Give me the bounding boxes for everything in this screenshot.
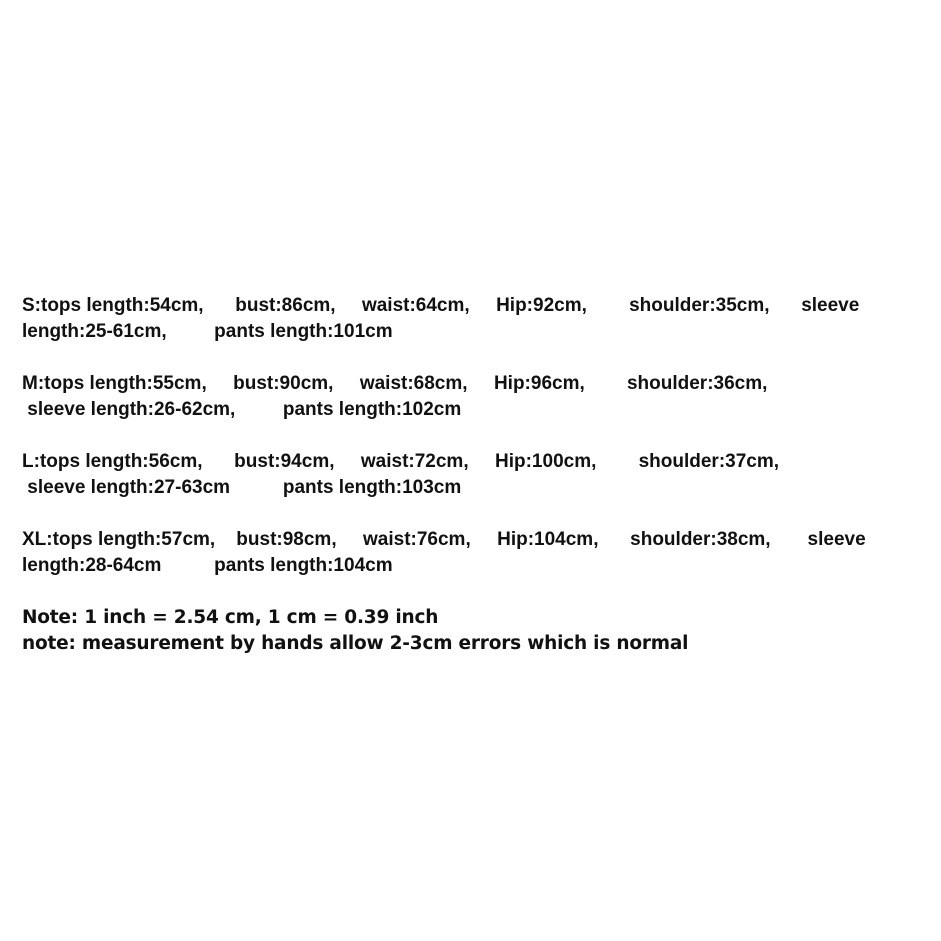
size-s-line-2: length:25-61cm, pants length:101cm bbox=[22, 321, 393, 342]
size-m-line-2: sleeve length:26-62cm, pants length:102cm bbox=[22, 399, 462, 420]
size-xl-line-1: XL:tops length:57cm, bust:98cm, waist:76cm, Hip:104cm, shoulder:38cm, sleeve bbox=[22, 529, 866, 550]
size-l-line-2: sleeve length:27-63cm pants length:103cm bbox=[22, 477, 462, 498]
conversion-note: Note: 1 inch = 2.54 cm, 1 cm = 0.39 inch bbox=[22, 607, 439, 628]
size-l-line-1: L:tops length:56cm, bust:94cm, waist:72cm, Hip:100cm, shoulder:37cm, bbox=[22, 451, 780, 472]
size-m-line-1: M:tops length:55cm, bust:90cm, waist:68cm, Hip:96cm, shoulder:36cm, bbox=[22, 373, 768, 394]
size-s-line-1: S:tops length:54cm, bust:86cm, waist:64cm, Hip:92cm, shoulder:35cm, sleeve bbox=[22, 295, 860, 316]
size-xl-line-2: length:28-64cm pants length:104cm bbox=[22, 555, 393, 576]
measurement-note: note: measurement by hands allow 2-3cm errors which is normal bbox=[22, 633, 689, 654]
